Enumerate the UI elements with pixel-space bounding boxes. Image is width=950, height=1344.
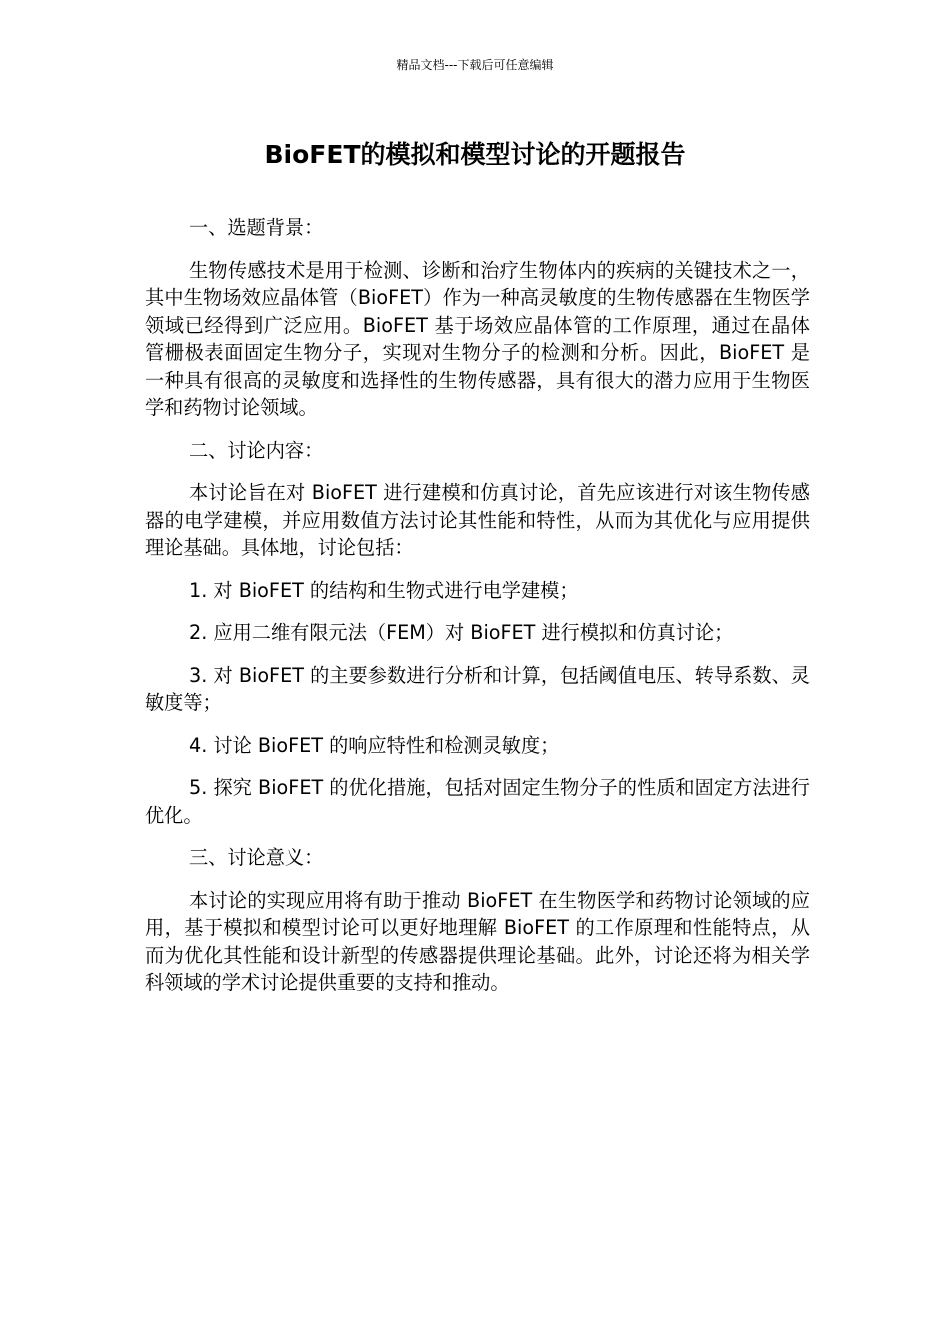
section-heading-significance: 三、讨论意义： [189, 846, 324, 869]
section-heading-background: 一、选题背景： [189, 216, 324, 239]
document-body [145, 214, 810, 1012]
document-title: BioFET的模拟和模型讨论的开题报告 [264, 140, 686, 169]
header-note: 精品文档---下载后可任意编辑 [396, 58, 554, 72]
paragraph-content-intro: 本讨论旨在对 BioFET 进行建模和仿真讨论，首先应该进行对该生物传感器的电学建模，并应用数值方法讨论其性能和特性，从而为其优化与应用提供理论基础。具体地，讨论包括： [145, 481, 810, 559]
paragraph-significance: 本讨论的实现应用将有助于推动 BioFET 在生物医学和药物讨论领域的应用，基于模拟和模型讨论可以更好地理解 BioFET 的工作原理和性能特点，从而为优化其性能和设计新型的传感器提供理论基础。此外，讨论还将为相关学科领域的学术讨论提供重要的支持和推动。 [145, 888, 810, 994]
list-item-2: 2. 应用二维有限元法（FEM）对 BioFET 进行模拟和仿真讨论； [189, 621, 734, 644]
paragraph-background: 生物传感技术是用于检测、诊断和治疗生物体内的疾病的关键技术之一，其中生物场效应晶体管（BioFET）作为一种高灵敏度的生物传感器在生物医学领域已经得到广泛应用。BioFET 基于场效应晶体管的工作原理，通过在晶体管栅极表面固定生物分子，实现对生物分子的检测和分析。因此，BioFET 是一种具有很高的灵敏度和选择性的生物传感器，具有很大的潜力应用于生物医学和药物讨论领域。 [145, 258, 810, 419]
list-item-4: 4. 讨论 BioFET 的响应特性和检测灵敏度； [189, 733, 560, 757]
list-item-3: 3. 对 BioFET 的主要参数进行分析和计算，包括阈值电压、转导系数、灵敏度等； [145, 663, 810, 714]
section-heading-content: 二、讨论内容： [189, 438, 324, 462]
list-item-5: 5. 探究 BioFET 的优化措施，包括对固定生物分子的性质和固定方法进行优化。 [145, 776, 810, 827]
list-item-1: 1. 对 BioFET 的结构和生物式进行电学建模； [189, 578, 579, 602]
